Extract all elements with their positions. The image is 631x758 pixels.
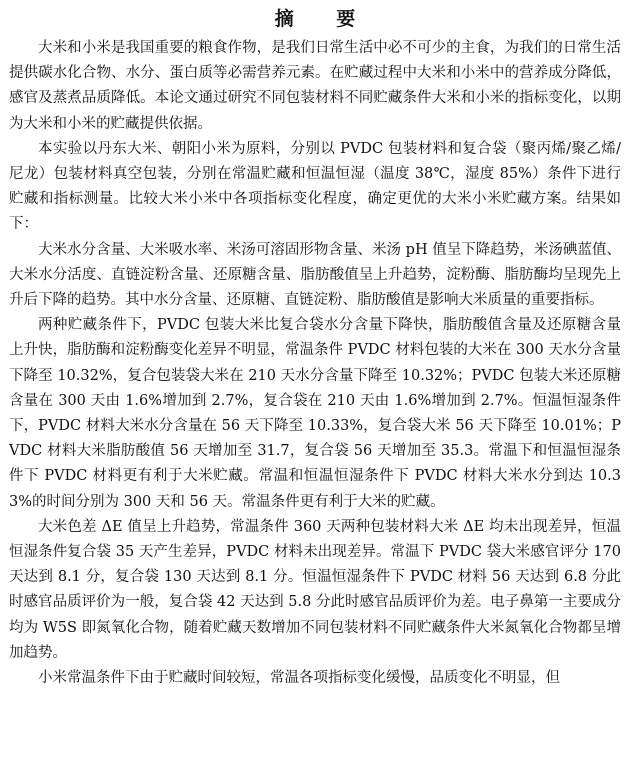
abstract-paragraph-5: 大米色差 ΔE 值呈上升趋势，常温条件 360 天两种包装材料大米 ΔE 均未出现差异，恒温恒湿条件复合袋 35 天产生差异，PVDC 材料未出现差异。常温下 PVDC 袋大米感官评分 170 天达到 8.1 分，复合袋 130 天达到 8.1 分。恒温恒湿条件下 PVDC 材料 56 天达到 6.8 分此时感官品质评价为一般，复合袋 42 天达到 5.8 分此时感官品质评价为差。电子鼻第一主要成分均为 W5S 即氮氧化合物，随着贮藏天数增加不同包装材料不同贮藏条件大米氮氧化合物都呈增加趋势。	[9, 518, 621, 661]
abstract-paragraph-4: 两种贮藏条件下，PVDC 包装大米比复合袋水分含量下降快，脂肪酸值含量及还原糖含量上升快，脂肪酶和淀粉酶变化差异不明显，常温条件 PVDC 材料包装的大米在 300 天水分含量下降至 10.32%，复合包装袋大米在 210 天水分含量下降至 10.32%；PVDC 包装大米还原糖含量在 300 天由 1.6%增加到 2.7%，复合袋在 210 天由 1.6%增加到 2.7%。恒温恒湿条件下，PVDC 材料大米水分含量在 56 天下降至 10.33%，复合袋大米 56 天下降至 10.01%；PVDC 材料大米脂肪酸值 56 天增加至 31.7，复合袋 56 天增加至 35.3。常温下和恒温恒湿条件下 PVDC 材料更有利于大米贮藏。常温和恒温恒湿条件下 PVDC 材料大米水分到达 10.33%的时间分别为 300 天和 56 天。常温条件更有利于大米的贮藏。	[9, 317, 621, 510]
abstract-paragraph-1: 大米和小米是我国重要的粮食作物，是我们日常生活中必不可少的主食，为我们的日常生活提供碳水化合物、水分、蛋白质等必需营养元素。在贮藏过程中大米和小米中的营养成分降低，感官及蒸煮品质降低。本论文通过研究不同包装材料不同贮藏条件大米和小米的指标变化，以期为大米和小米的贮藏提供依据。	[9, 40, 621, 132]
abstract-paragraph-3: 大米水分含量、大米吸水率、米汤可溶固形物含量、米汤 pH 值呈下降趋势，米汤碘蓝值、大米水分活度、直链淀粉含量、还原糖含量、脂肪酸值呈上升趋势，淀粉酶、脂肪酶均呈现先上升后下降的趋势。其中水分含量、还原糖、直链淀粉、脂肪酸值是影响大米质量的重要指标。	[9, 241, 621, 309]
abstract-paragraph-6: 小米常温条件下由于贮藏时间较短，常温各项指标变化缓慢，品质变化不明显，但	[38, 670, 560, 687]
abstract-paragraph-2: 本实验以丹东大米、朝阳小米为原料，分别以 PVDC 包装材料和复合袋（聚丙烯/聚乙烯/尼龙）包装材料真空包装，分别在常温贮藏和恒温恒湿（温度 38℃，湿度 85%）条件下进行贮藏和指标测量。比较大米小米中各项指标变化程度，确定更优的大米小米贮藏方案。结果如下：	[9, 140, 621, 233]
abstract-title: 摘 要	[274, 8, 374, 30]
